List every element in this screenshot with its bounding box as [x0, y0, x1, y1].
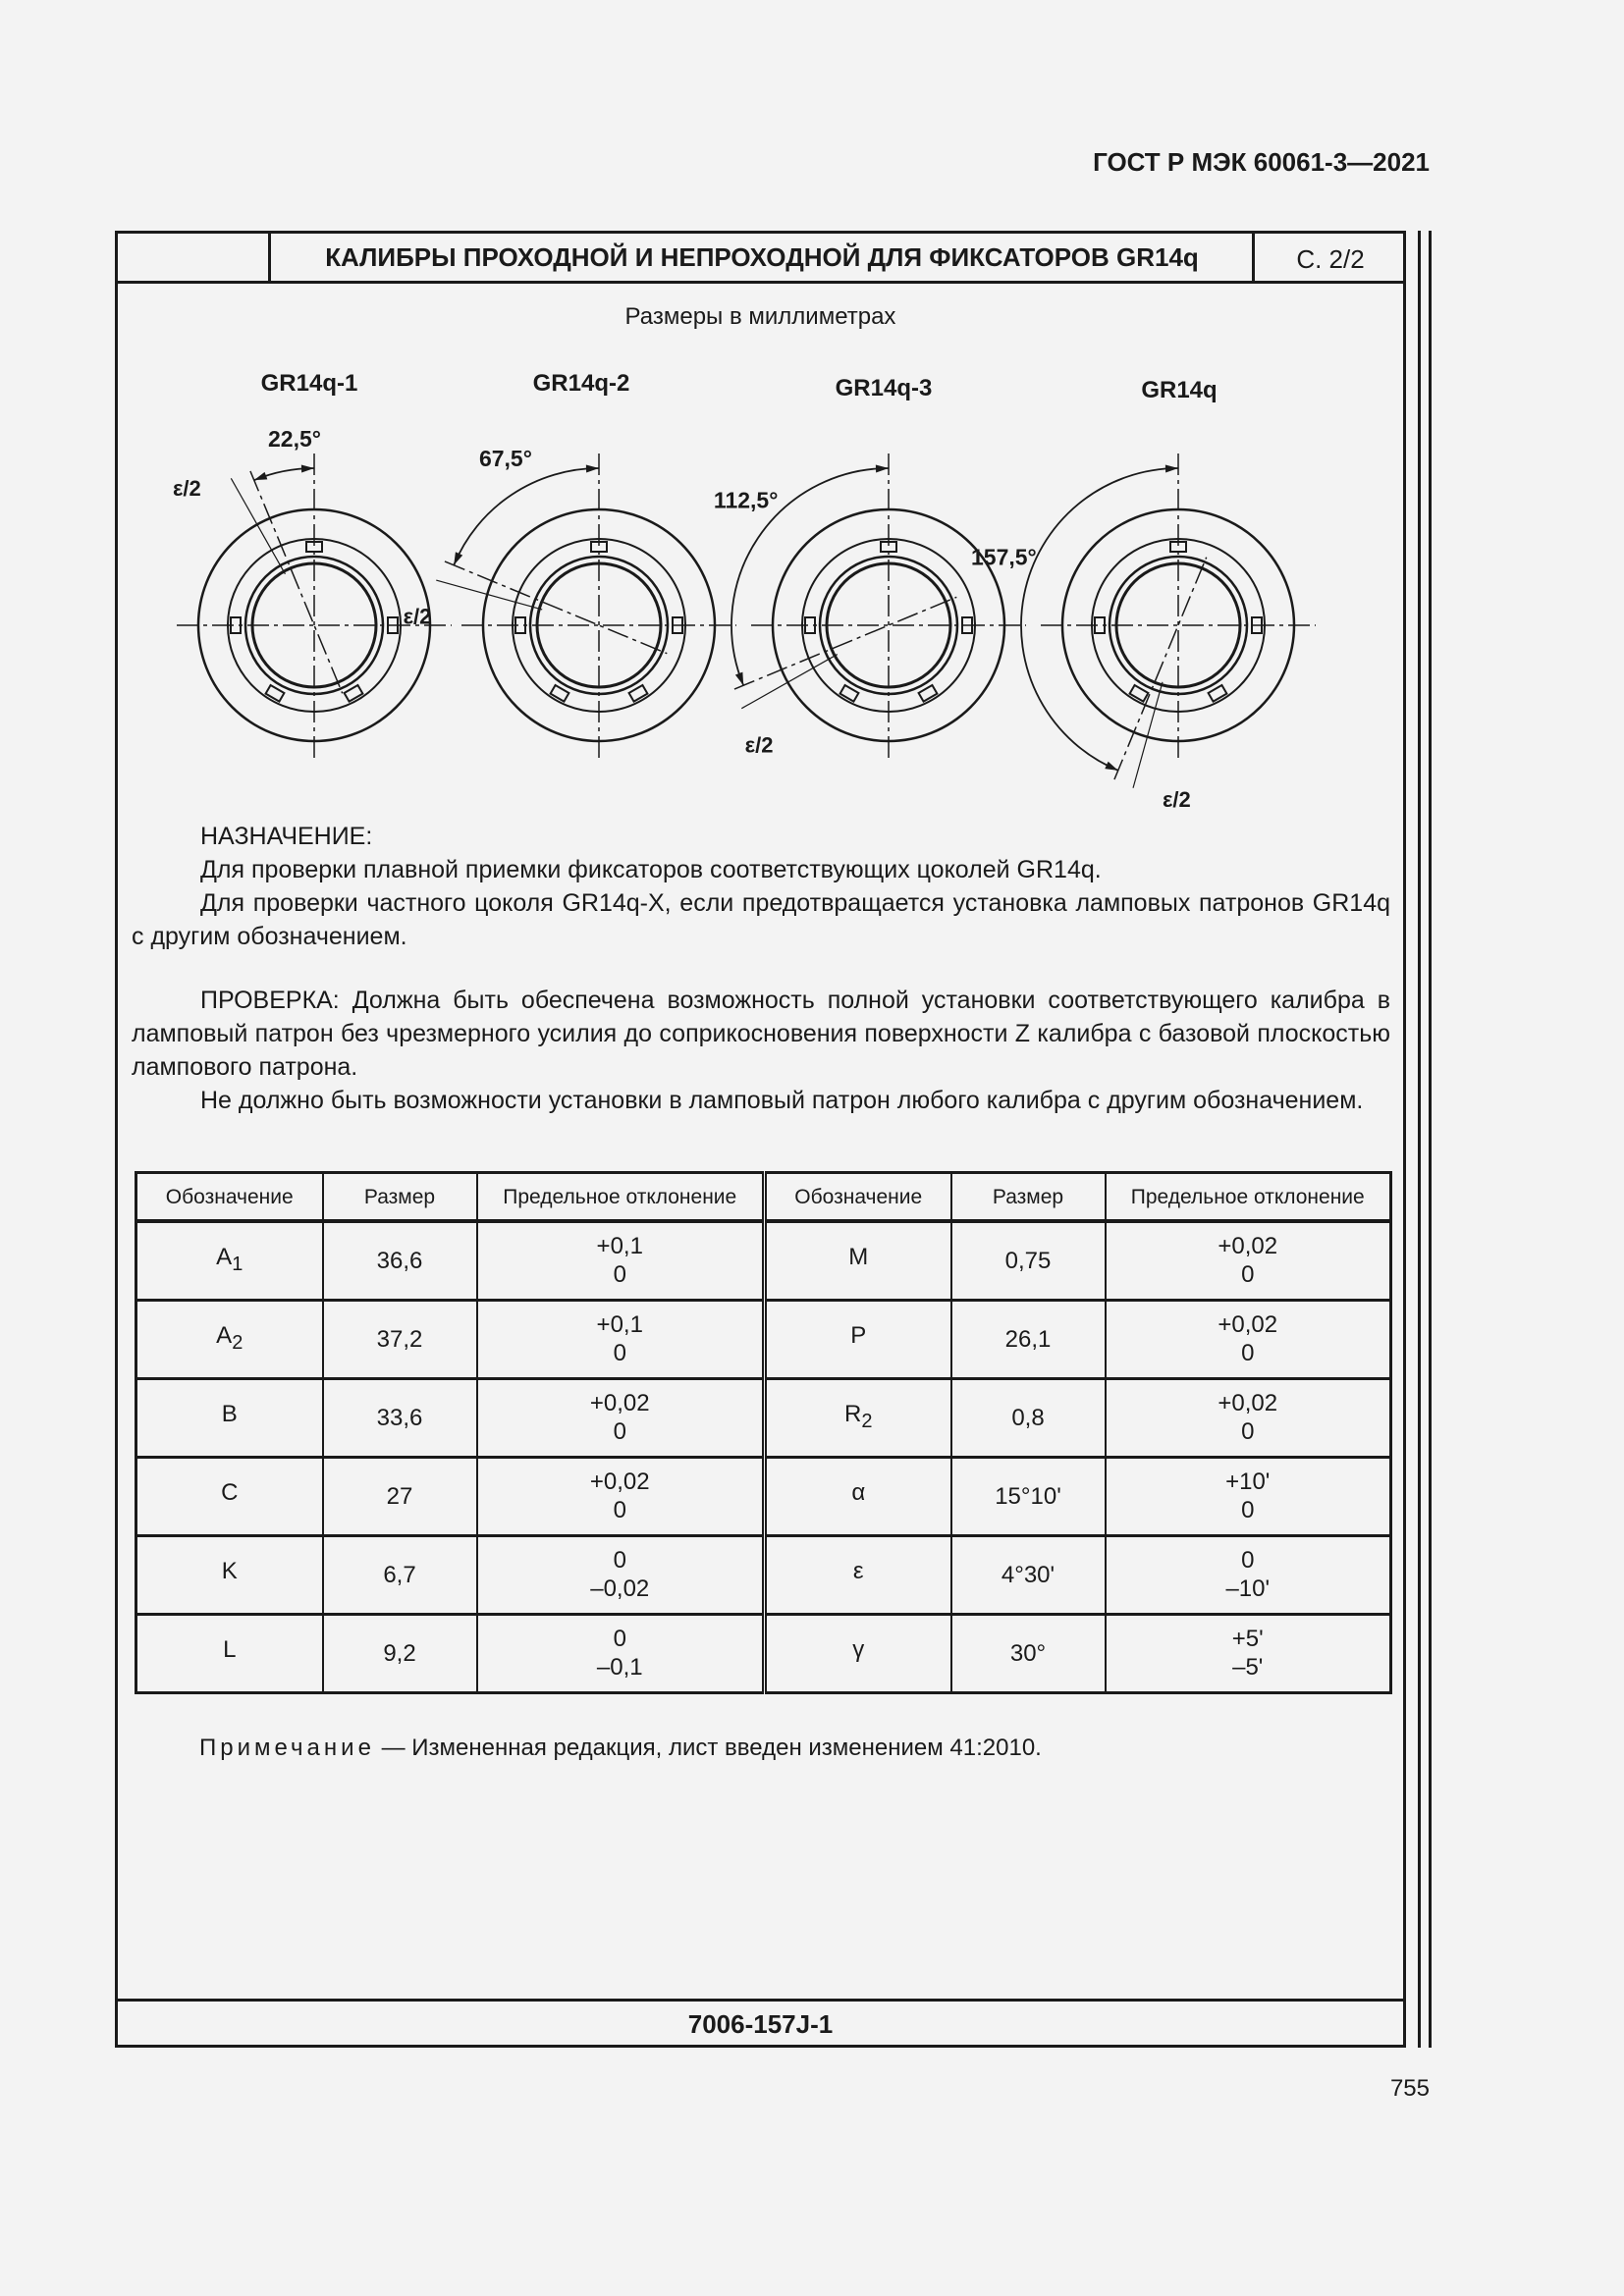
dimension-arrowhead	[1105, 762, 1117, 771]
tolerance-lower: 0	[613, 1261, 626, 1289]
dimension-arrowhead	[254, 472, 268, 480]
designation: A	[216, 1321, 233, 1349]
note-label: Примечание	[199, 1735, 375, 1761]
tolerance-upper: +5'	[1231, 1626, 1264, 1652]
table-row	[136, 1221, 1391, 1300]
size-cell: 27	[323, 1457, 477, 1535]
purpose-paragraph: Для проверки частного цоколя GR14q-X, если предотвращается установка ламповых патронов GR14q с другим обозначением.	[132, 889, 1390, 950]
tolerance-lower: –10'	[1225, 1575, 1271, 1602]
column-header: Размер	[951, 1173, 1106, 1222]
dimension-arrowhead	[586, 464, 599, 472]
check-paragraph: Не должно быть возможности установки в ламповый патрон любого калибра с другим обозначением.	[200, 1087, 1364, 1114]
check-section	[132, 984, 1390, 1117]
tolerance-upper: +0,1	[596, 1233, 643, 1260]
designation: C	[221, 1478, 239, 1506]
designation-cell	[765, 1457, 951, 1535]
epsilon-label: ε/2	[744, 732, 774, 758]
designation-cell	[765, 1221, 951, 1300]
designation-cell	[136, 1457, 323, 1535]
gauge-drawings	[172, 358, 1355, 812]
tolerance-lower: 0	[613, 1340, 626, 1366]
gauge-drawing	[404, 370, 736, 763]
size-cell: 6,7	[323, 1535, 477, 1614]
page-number: 755	[1389, 2075, 1430, 2102]
designation: α	[851, 1478, 866, 1506]
purpose-section	[132, 820, 1390, 953]
sheet-title: КАЛИБРЫ ПРОХОДНОЙ И НЕПРОХОДНОЙ ДЛЯ ФИКСАТОРОВ GR14q	[325, 242, 1199, 272]
designation-subscript: 2	[232, 1331, 244, 1354]
tolerance-cell	[1106, 1300, 1391, 1378]
size-cell: 33,6	[323, 1378, 477, 1457]
designation-cell	[136, 1300, 323, 1378]
standard-number: ГОСТ Р МЭК 60061-3—2021	[1093, 147, 1430, 177]
designation: M	[848, 1243, 869, 1270]
size-cell: 26,1	[951, 1300, 1106, 1378]
tolerance-lower: –0,1	[596, 1654, 643, 1681]
table-row	[136, 1300, 1391, 1378]
designation-cell	[136, 1535, 323, 1614]
size-cell: 30°	[951, 1614, 1106, 1692]
size-cell: 15°10'	[951, 1457, 1106, 1535]
tolerance-cell	[1106, 1378, 1391, 1457]
designation-cell	[136, 1614, 323, 1692]
epsilon-label: ε/2	[1162, 786, 1191, 812]
column-header: Предельное отклонение	[1106, 1173, 1391, 1222]
dimension-arrowhead	[1165, 464, 1178, 472]
designation: R	[844, 1400, 862, 1427]
designation-cell	[136, 1221, 323, 1300]
column-header: Обозначение	[136, 1173, 323, 1222]
tolerance-upper: +0,02	[1218, 1390, 1278, 1416]
designation-cell	[765, 1378, 951, 1457]
tolerance-cell	[477, 1300, 765, 1378]
designation: A	[216, 1243, 233, 1270]
tolerance-upper: +10'	[1225, 1468, 1271, 1495]
size-cell: 4°30'	[951, 1535, 1106, 1614]
tolerance-lower: 0	[1241, 1261, 1255, 1289]
table-row	[136, 1614, 1391, 1692]
tolerance-cell	[1106, 1614, 1391, 1692]
designation-subscript: 2	[861, 1410, 873, 1432]
size-cell: 36,6	[323, 1221, 477, 1300]
angle-label: 157,5°	[970, 544, 1037, 570]
check-paragraph: ПРОВЕРКА: Должна быть обеспечена возможность полной установки соответствующего калибра в ламповый патрон без чрезмерного усилия до соприкосновения поверхности Z калибра с базовой плоскостью лампового патрона.	[132, 987, 1390, 1081]
column-header: Обозначение	[765, 1173, 951, 1222]
tolerance-cell	[1106, 1221, 1391, 1300]
units-caption: Размеры в миллиметрах	[624, 303, 896, 330]
tolerance-upper: +0,02	[1218, 1233, 1278, 1260]
size-cell: 0,75	[951, 1221, 1106, 1300]
dimension-arrowhead	[454, 552, 462, 564]
tolerance-lower: 0	[613, 1497, 626, 1523]
tolerance-cell	[1106, 1535, 1391, 1614]
designation: γ	[852, 1635, 865, 1663]
note	[199, 1735, 1042, 1762]
designation-cell	[765, 1614, 951, 1692]
purpose-paragraph: Для проверки плавной приемки фиксаторов соответствующих цоколей GR14q.	[200, 856, 1102, 883]
angle-dimension-arc	[454, 468, 599, 565]
size-cell: 9,2	[323, 1614, 477, 1692]
gauge-drawing	[173, 370, 452, 763]
epsilon-label: ε/2	[403, 604, 432, 629]
tolerance-lower: 0	[1241, 1497, 1255, 1523]
tolerance-cell	[477, 1614, 765, 1692]
designation-subscript: 1	[232, 1253, 244, 1275]
designation: L	[223, 1635, 237, 1663]
designation: K	[221, 1557, 238, 1584]
dimension-arrowhead	[876, 464, 889, 472]
note-text: — Измененная редакция, лист введен изменением 41:2010.	[374, 1735, 1042, 1761]
purpose-heading: НАЗНАЧЕНИЕ:	[200, 823, 373, 850]
designation-cell	[765, 1300, 951, 1378]
angle-label: 112,5°	[713, 487, 779, 513]
angle-dimension-arc	[1021, 468, 1178, 771]
tolerance-lower: 0	[1241, 1418, 1255, 1445]
tolerance-upper: +0,1	[596, 1311, 643, 1338]
dimension-arrowhead	[735, 672, 743, 686]
sheet-page: С. 2/2	[1296, 244, 1365, 274]
designation: B	[221, 1400, 238, 1427]
tolerance-upper: 0	[1241, 1547, 1255, 1574]
column-header: Предельное отклонение	[477, 1173, 765, 1222]
tolerance-lower: 0	[1241, 1340, 1255, 1366]
epsilon-label: ε/2	[172, 476, 201, 502]
tolerance-upper: +0,02	[1218, 1311, 1278, 1338]
designation: P	[850, 1321, 867, 1349]
header-divider	[268, 231, 271, 283]
gauge-label: GR14q-2	[532, 370, 630, 397]
table-row	[136, 1457, 1391, 1535]
tolerance-lower: –5'	[1232, 1654, 1264, 1681]
dimensions-table	[135, 1171, 1392, 1694]
table-row	[136, 1535, 1391, 1614]
tolerance-upper: 0	[613, 1547, 626, 1574]
frame-edge-line	[1429, 231, 1432, 2048]
tolerance-cell	[477, 1535, 765, 1614]
size-cell: 37,2	[323, 1300, 477, 1378]
designation-cell	[765, 1535, 951, 1614]
header-divider	[115, 281, 1406, 284]
tolerance-cell	[1106, 1457, 1391, 1535]
gauge-label: GR14q-1	[260, 370, 358, 397]
gauge-label: GR14q	[1141, 377, 1218, 403]
gauge-drawing	[971, 377, 1316, 812]
tolerance-cell	[477, 1221, 765, 1300]
size-cell: 0,8	[951, 1378, 1106, 1457]
gauge-label: GR14q-3	[835, 375, 933, 401]
tolerance-upper: +0,02	[589, 1390, 650, 1416]
column-header: Размер	[323, 1173, 477, 1222]
tolerance-lower: –0,02	[590, 1575, 650, 1602]
angle-label: 67,5°	[478, 445, 532, 471]
designation: ε	[852, 1557, 864, 1584]
sheet-code: 7006-157J-1	[687, 2009, 834, 2039]
tolerance-cell	[477, 1457, 765, 1535]
angle-label: 22,5°	[268, 426, 321, 452]
designation-cell	[136, 1378, 323, 1457]
table-row	[136, 1378, 1391, 1457]
tolerance-upper: 0	[613, 1626, 626, 1652]
footer-divider	[115, 1999, 1406, 2002]
frame-edge-line	[1418, 231, 1421, 2048]
dimension-arrowhead	[301, 464, 314, 472]
tolerance-cell	[477, 1378, 765, 1457]
tolerance-upper: +0,02	[589, 1468, 650, 1495]
tolerance-lower: 0	[613, 1418, 626, 1445]
